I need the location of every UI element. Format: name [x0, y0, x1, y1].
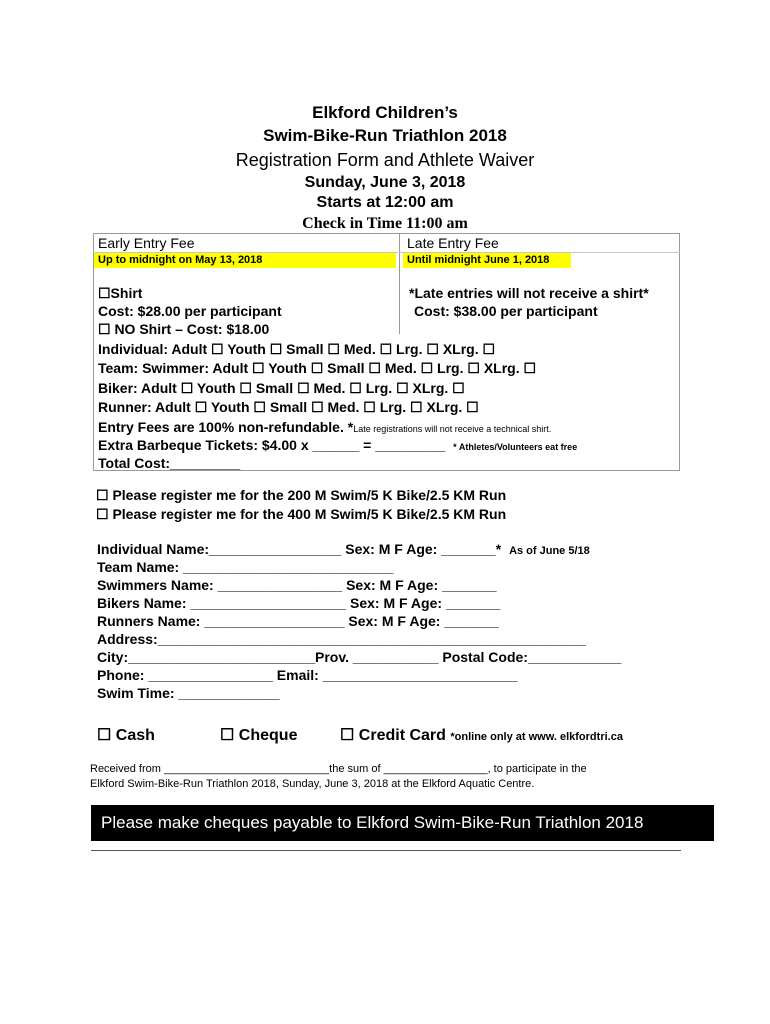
form-subtitle: Registration Form and Athlete Waiver [235, 150, 535, 170]
age-as-of-note: As of June 5/18 [509, 545, 590, 557]
swim-time-field[interactable]: Swim Time: _____________ [97, 685, 280, 701]
total-cost[interactable]: Total Cost:_________ [98, 455, 241, 471]
title-line-2: Swim-Bike-Run Triathlon 2018 [263, 126, 507, 145]
distance-option-200m[interactable]: ☐ Please register me for the 200 M Swim/5 K Bike/2.5 KM Run [96, 487, 507, 503]
late-cost: Cost: $38.00 per participant [414, 303, 598, 319]
city-prov-postal-field[interactable]: City:________________________Prov. ___________ Postal Code:____________ [97, 649, 622, 665]
shirt-cost: Cost: $28.00 per participant [98, 303, 282, 319]
early-entry-label: Early Entry Fee [98, 235, 195, 251]
late-shirt-note: *Late entries will not receive a shirt* [409, 285, 649, 301]
team-swimmer-size-row[interactable]: Team: Swimmer: Adult ☐ Youth ☐ Small ☐ Med. ☐ Lrg. ☐ XLrg. ☐ [98, 360, 537, 376]
team-name-field[interactable]: Team Name: ___________________________ [97, 559, 394, 575]
runner-size-row[interactable]: Runner: Adult ☐ Youth ☐ Small ☐ Med. ☐ Lrg. ☐ XLrg. ☐ [98, 399, 479, 415]
credit-online-note: *online only at www. elkfordtri.ca [450, 731, 623, 743]
individual-size-row[interactable]: Individual: Adult ☐ Youth ☐ Small ☐ Med. ☐ Lrg. ☐ XLrg. ☐ [98, 341, 496, 357]
individual-name-text: Individual Name:_________________ Sex: M F Age: _______* [97, 541, 502, 557]
payment-credit-option[interactable] [340, 725, 623, 745]
biker-size-row[interactable]: Biker: Adult ☐ Youth ☐ Small ☐ Med. ☐ Lrg. ☐ XLrg. ☐ [98, 380, 465, 396]
bbq-tickets[interactable] [98, 437, 577, 453]
title-line-1: Elkford Children’s [312, 103, 458, 122]
late-entry-label: Late Entry Fee [407, 235, 499, 251]
address-field[interactable]: Address:_______________________________________________________ [97, 631, 586, 647]
payment-cash-option[interactable]: ☐ Cash [97, 727, 155, 744]
distance-option-400m[interactable]: ☐ Please register me for the 400 M Swim/5 K Bike/2.5 KM Run [96, 506, 507, 522]
phone-email-field[interactable]: Phone: ________________ Email: _________________________ [97, 667, 518, 683]
received-line-1: Received from ___________________________the sum of _________________, to participate in the [90, 763, 587, 775]
individual-name-field[interactable] [97, 541, 590, 557]
received-line-2: Elkford Swim-Bike-Run Triathlon 2018, Sunday, June 3, 2018 at the Elkford Aquatic Centre. [90, 778, 535, 790]
credit-card-label: ☐ Credit Card [340, 727, 446, 744]
swimmers-name-field[interactable]: Swimmers Name: ________________ Sex: M F Age: _______ [97, 577, 497, 593]
bikers-name-field[interactable]: Bikers Name: ____________________ Sex: M F Age: _______ [97, 595, 501, 611]
checkin-time: Check in Time 11:00 am [302, 215, 468, 232]
nonrefundable-text: Entry Fees are 100% non-refundable. * [98, 419, 354, 435]
bbq-text: Extra Barbeque Tickets: $4.00 x ______ = _________ [98, 437, 446, 453]
fee-divider [399, 233, 400, 334]
early-deadline: Up to midnight on May 13, 2018 [98, 254, 263, 266]
cheque-payable-banner: Please make cheques payable to Elkford Swim-Bike-Run Triathlon 2018 [91, 805, 714, 841]
nonrefundable-note: Late registrations will not receive a technical shirt. [353, 424, 552, 434]
runners-name-field[interactable]: Runners Name: __________________ Sex: M F Age: _______ [97, 613, 499, 629]
event-date: Sunday, June 3, 2018 [304, 174, 466, 191]
late-deadline: Until midnight June 1, 2018 [407, 254, 550, 266]
bottom-rule [91, 850, 681, 851]
nonrefundable-notice [98, 419, 551, 435]
start-time: Starts at 12:00 am [316, 194, 454, 211]
payment-cheque-option[interactable]: ☐ Cheque [220, 727, 298, 744]
no-shirt-checkbox[interactable]: ☐ NO Shirt – Cost: $18.00 [98, 321, 270, 337]
shirt-checkbox[interactable]: ☐Shirt [98, 285, 143, 301]
bbq-note: * Athletes/Volunteers eat free [453, 442, 578, 452]
